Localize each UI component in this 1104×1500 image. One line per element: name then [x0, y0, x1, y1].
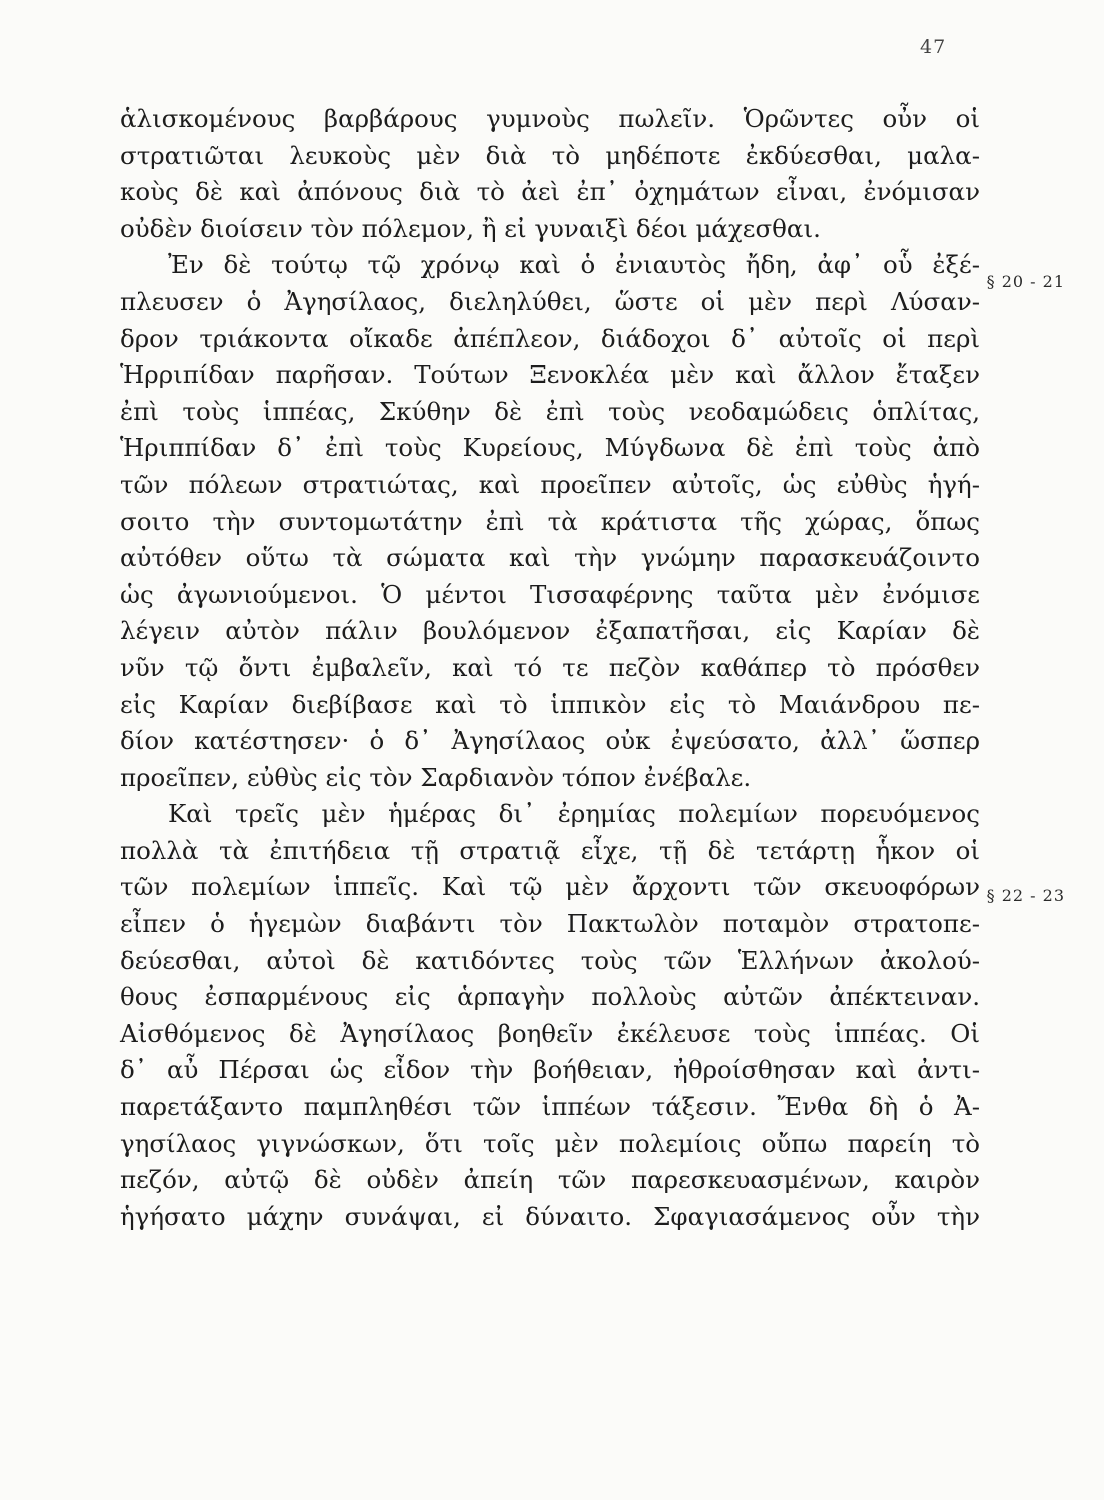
page-number: 47 — [920, 36, 947, 58]
text-line: δίον κατέστησεν· ὁ δ᾽ Ἀγησίλαος οὐκ ἐψεύσατο, ἀλλ᾽ ὥσπερ — [120, 726, 980, 756]
text-line: Ἡρριπίδαν παρῆσαν. Τούτων Ξενοκλέα μὲν καὶ ἄλλον ἔταξεν — [120, 360, 980, 390]
text-line: τῶν πολεμίων ἱππεῖς. Καὶ τῷ μὲν ἄρχοντι τῶν σκευοφόρων — [120, 872, 980, 902]
text-line: εἶπεν ὁ ἡγεμὼν διαβάντι τὸν Πακτωλὸν ποταμὸν στρατοπε- — [120, 909, 980, 939]
text-line: οὐδὲν διοίσειν τὸν πόλεμον, ἢ εἰ γυναιξὶ δέοι μάχεσθαι. — [120, 213, 821, 243]
text-line: Αἰσθόμενος δὲ Ἀγησίλαος βοηθεῖν ἐκέλευσε τοὺς ἱππέας. Οἱ — [120, 1018, 980, 1048]
text-line: ἡγήσατο μάχην συνάψαι, εἰ δύναιτο. Σφαγιασάμενος οὖν τὴν — [120, 1201, 980, 1231]
text-line: πολλὰ τὰ ἐπιτήδεια τῇ στρατιᾷ εἶχε, τῇ δὲ τετάρτῃ ἧκον οἱ — [120, 835, 980, 865]
text-line: κοὺς δὲ καὶ ἀπόνους διὰ τὸ ἀεὶ ἐπ᾽ ὀχημάτων εἶναι, ἐνόμισαν — [120, 177, 980, 207]
text-body — [120, 101, 1065, 1235]
text-line: ἐπὶ τοὺς ἱππέας, Σκύθην δὲ ἐπὶ τοὺς νεοδαμώδεις ὁπλίτας, — [120, 396, 980, 426]
text-line: προεῖπεν, εὐθὺς εἰς τὸν Σαρδιανὸν τόπον ἐνέβαλε. — [120, 762, 752, 792]
text-line: πλευσεν ὁ Ἀγησίλαος, διεληλύθει, ὥστε οἱ μὲν περὶ Λύσαν- — [120, 286, 980, 316]
text-line: δρον τριάκοντα οἴκαδε ἀπέπλεον, διάδοχοι δ᾽ αὐτοῖς οἱ περὶ — [120, 323, 980, 353]
text-line: στρατιῶται λευκοὺς μὲν διὰ τὸ μηδέποτε ἐκδύεσθαι, μαλα- — [120, 140, 980, 170]
text-line: δεύεσθαι, αὐτοὶ δὲ κατιδόντες τοὺς τῶν Ἑλλήνων ἀκολού- — [120, 945, 980, 975]
text-line: λέγειν αὐτὸν πάλιν βουλόμενον ἐξαπατῆσαι, εἰς Καρίαν δὲ — [120, 616, 980, 646]
text-line: αὐτόθεν οὕτω τὰ σώματα καὶ τὴν γνώμην παρασκευάζοιντο — [120, 543, 980, 573]
text-line: πεζόν, αὐτῷ δὲ οὐδὲν ἀπείη τῶν παρεσκευασμένων, καιρὸν — [120, 1165, 980, 1195]
text-line: παρετάξαντο παμπληθέσι τῶν ἱππέων τάξεσιν. Ἔνθα δὴ ὁ Ἀ- — [120, 1092, 980, 1122]
text-line: ἁλισκομένους βαρβάρους γυμνοὺς πωλεῖν. Ὁρῶντες οὖν οἱ — [120, 104, 980, 133]
text-line: Ἡριππίδαν δ᾽ ἐπὶ τοὺς Κυρείους, Μύγδωνα δὲ ἐπὶ τοὺς ἀπὸ — [120, 433, 980, 463]
text-line: τῶν πόλεων στρατιώτας, καὶ προεῖπεν αὐτοῖς, ὡς εὐθὺς ἡγή- — [120, 469, 980, 499]
margin-section-ref: § 22 - 23 — [986, 886, 1065, 905]
text-line: ὡς ἀγωνιούμενοι. Ὁ μέντοι Τισσαφέρνης ταῦτα μὲν ἐνόμισε — [120, 579, 980, 609]
text-line: εἰς Καρίαν διεβίβασε καὶ τὸ ἱππικὸν εἰς τὸ Μαιάνδρου πε- — [120, 689, 980, 719]
text-line: σοιτο τὴν συντομωτάτην ἐπὶ τὰ κράτιστα τῆς χώρας, ὅπως — [120, 506, 980, 536]
text-line: Καὶ τρεῖς μὲν ἡμέρας δι᾽ ἐρημίας πολεμίων πορευόμενος — [168, 799, 980, 829]
text-line: δ᾽ αὖ Πέρσαι ὡς εἶδον τὴν βοήθειαν, ἠθροίσθησαν καὶ ἀντι- — [120, 1055, 980, 1085]
text-line: νῦν τῷ ὄντι ἐμβαλεῖν, καὶ τό τε πεζὸν καθάπερ τὸ πρόσθεν — [120, 652, 980, 682]
text-line: θους ἐσπαρμένους εἰς ἁρπαγὴν πολλοὺς αὐτῶν ἀπέκτειναν. — [120, 982, 980, 1012]
text-line: Ἐν δὲ τούτῳ τῷ χρόνῳ καὶ ὁ ἐνιαυτὸς ἤδη, ἀφ᾽ οὗ ἐξέ- — [168, 250, 980, 280]
margin-section-ref: § 20 - 21 — [986, 272, 1065, 291]
text-line: γησίλαος γιγνώσκων, ὅτι τοῖς μὲν πολεμίοις οὔπω παρείη τὸ — [120, 1128, 980, 1158]
